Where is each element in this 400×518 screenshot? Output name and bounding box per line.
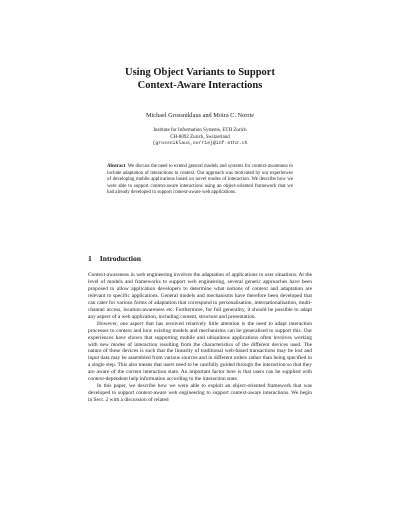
authors: Michael Grossniklaus and Moira C. Norrie (145, 112, 255, 119)
section-title: Introduction (99, 254, 142, 263)
abstract-text: We discuss the need to extend general models and systems for context-awareness to include adaptation of interactions to context. Our approach was motivated by our experiences of developing mobile applications based on novel modes of interaction. We describe how we were able to support context-aware interactions using an object-oriented framework that we had already developed to support context-aware web applications. (107, 164, 294, 196)
paper-title (0, 66, 400, 92)
title-line-2: Context-Aware Interactions (137, 80, 263, 91)
title-line-1: Using Object Variants to Support (125, 67, 275, 78)
paragraph-2: However, one aspect that has received relatively little attention is the need to adapt interaction processes to context and how existing models and mechanisms can be generalised to support this. Our experiences have shown that supporting mobile and ubiquitous applications often involves working with new modes of interaction resulting from the characteristics of the different devices used. The nature of these devices is such that the linearity of traditional web-based transactions may be lost and input data may be assembled from various sources and in different orders rather than being specified in a single step. This also means that users need to be carefully guided through the interaction so that they are aware of the current interaction state. An important factor here is that users can be supplied with context-dependent help information according to the interaction state. (88, 320, 312, 383)
paragraph-1: Context-awareness in web engineering involves the adaptation of applications to user situations. At the level of models and frameworks to support web engineering, several generic approaches have been proposed to allow application developers to determine what notions of context and adaptation are relevant to specific applications. General models and mechanisms have therefore been developed that can cater for various forms of adaptation that correspond to personalisation, internationalisation, multi-channel access, location-awareness etc. Furthermore, for full generality, it should be possible to adapt any aspect of a web application, including content, structure and presentation. (88, 272, 312, 320)
affiliation-line-1: Institute for Information Systems, ETH Zurich (153, 128, 247, 133)
section-number: 1 (88, 254, 92, 263)
email: {grossniklaus,norrie}@inf.ethz.ch (152, 141, 248, 147)
abstract-label: Abstract (107, 164, 126, 169)
affiliation (0, 128, 400, 148)
section-heading (88, 254, 141, 263)
affiliation-line-2: CH-8092 Zurich, Switzerland (170, 134, 230, 140)
paragraph-3: In this paper, we describe how we were able to exploit an object-oriented framework that was developed to support context-aware web engineering to support context-aware interactions. We begin in Sect. 2 with a discussion of related (88, 383, 312, 404)
body-text (88, 272, 312, 404)
abstract (107, 164, 293, 197)
